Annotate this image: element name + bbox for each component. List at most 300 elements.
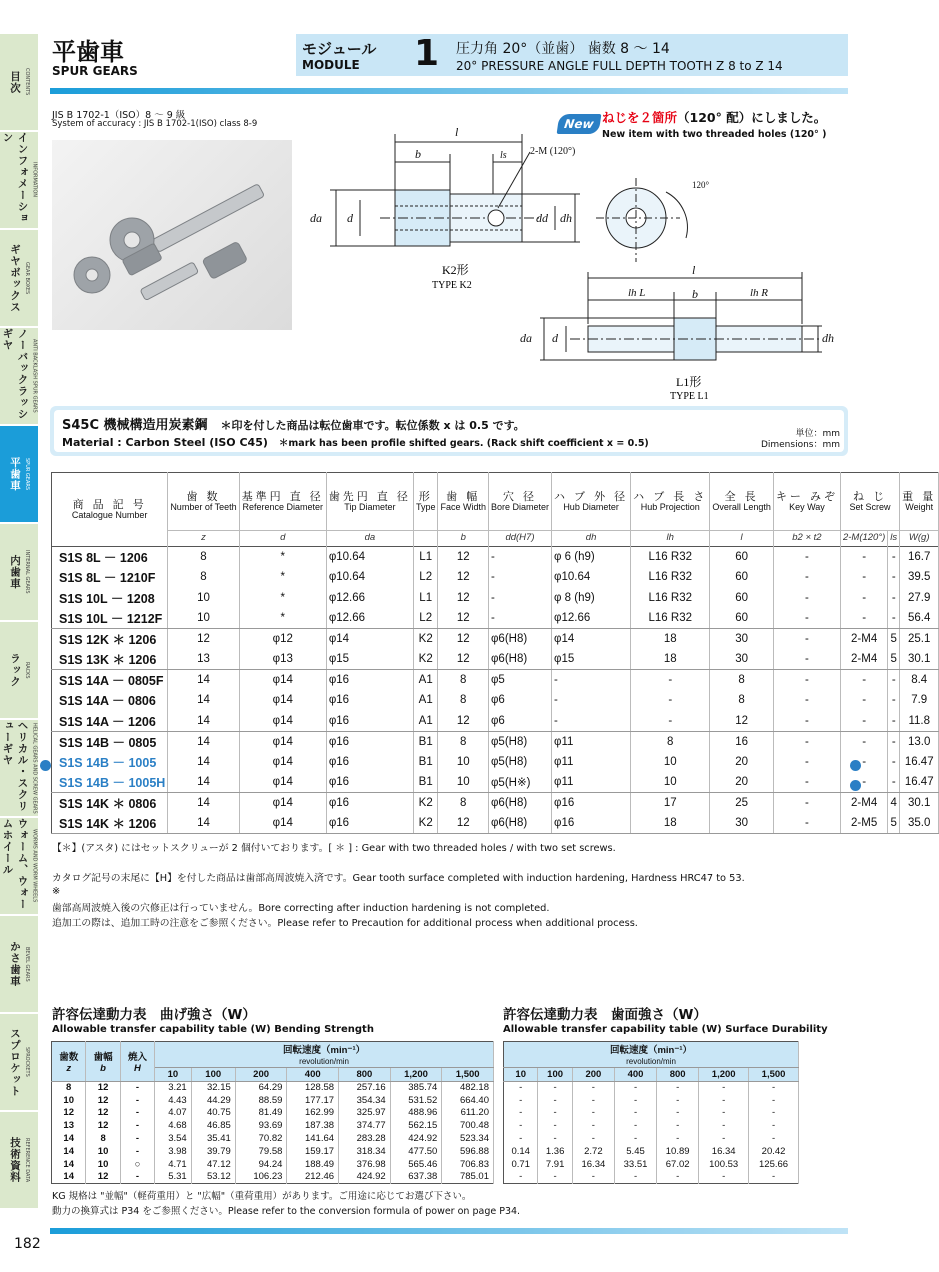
table-row	[52, 772, 939, 793]
table-cell: φ16	[326, 690, 413, 711]
table-cell: 318.34	[339, 1145, 391, 1158]
l1-label-da: da	[520, 331, 532, 345]
surface-title: 許容伝達動力表 歯面強さ（W）	[503, 1007, 707, 1023]
table-cell: 13.0	[900, 731, 939, 752]
table-cell: -	[888, 588, 900, 609]
table-row	[52, 711, 939, 732]
table-cell: -	[572, 1094, 614, 1107]
k2-label-dh: dh	[560, 211, 572, 225]
table-cell: 64.29	[235, 1082, 287, 1095]
bottom-note-2: 動力の換算式は P34 をご参照ください。Please refer to the conversion formula of power on page P34.	[52, 1206, 521, 1217]
table-row	[52, 608, 939, 629]
table-cell: φ5(H※)	[488, 772, 551, 793]
catalogue-number: S1S 10L － 1212F	[52, 608, 168, 629]
table-cell: 18	[631, 629, 710, 650]
table-row	[504, 1094, 799, 1107]
table-cell: -	[888, 752, 900, 773]
table-cell: -	[840, 731, 887, 752]
table-row	[52, 1145, 494, 1158]
side-tab-label-en: INTERNAL GEARS	[24, 550, 30, 594]
col-label: 商 品 記 号	[72, 498, 147, 511]
table-row	[52, 813, 939, 834]
table-cell: -	[552, 690, 631, 711]
col-label-en: Hub Diameter	[563, 501, 619, 512]
table-cell: -	[572, 1120, 614, 1133]
side-tabs	[0, 34, 38, 1210]
speed-header: 1,500	[749, 1068, 799, 1082]
new-item-note-en: New item with two threaded holes (120° )	[602, 129, 827, 140]
table-cell: 16.47	[900, 772, 939, 793]
table-cell: 14	[168, 752, 239, 773]
table-cell: φ12.66	[326, 588, 413, 609]
col-label: 全 長	[724, 490, 759, 503]
side-tab-8[interactable]	[0, 818, 38, 916]
col-header-8	[710, 473, 774, 531]
l1-label-lhr: lh R	[750, 287, 769, 299]
page-title: 平歯車	[52, 38, 124, 66]
table-cell: -	[888, 731, 900, 752]
table-cell: 482.18	[442, 1082, 494, 1095]
table-cell: φ16	[326, 813, 413, 834]
table-cell: L16 R32	[631, 588, 710, 609]
catalogue-number: S1S 12K ＊ 1206	[52, 629, 168, 650]
table-cell: -	[840, 711, 887, 732]
gears-photo-illustration	[52, 140, 292, 330]
table-cell: 141.64	[287, 1133, 339, 1146]
table-cell: -	[699, 1133, 749, 1146]
table-cell: L16 R32	[631, 567, 710, 588]
table-cell: 162.99	[287, 1107, 339, 1120]
table-cell: -	[699, 1120, 749, 1133]
side-tab-3[interactable]	[0, 328, 38, 426]
table-cell: K2	[413, 793, 438, 814]
table-cell: 81.49	[235, 1107, 287, 1120]
l1-type-jp: L1形	[676, 375, 702, 389]
table-cell: 12	[438, 547, 489, 568]
table-cell: -	[120, 1107, 154, 1120]
col-label: 穴 径	[502, 490, 538, 503]
speed-header: 100	[191, 1068, 235, 1082]
col-header-2	[326, 473, 413, 531]
speed-header: 800	[657, 1068, 699, 1082]
table-cell: -	[120, 1133, 154, 1146]
col-symbol: b2 × t2	[773, 531, 840, 547]
speed-header: 400	[614, 1068, 656, 1082]
table-cell: φ5(H8)	[488, 731, 551, 752]
table-cell: -	[631, 670, 710, 691]
side-tab-label-en: BEVEL GEARS	[24, 946, 30, 982]
table-cell: 376.98	[339, 1158, 391, 1171]
side-tab-label: ウォーム、ウォームホイール	[1, 818, 29, 910]
col-label-en: Weight	[905, 501, 934, 512]
table-cell: -	[773, 567, 840, 588]
table-cell: φ6(H8)	[488, 793, 551, 814]
table-cell: 5.45	[614, 1145, 656, 1158]
side-tab-7[interactable]	[0, 720, 38, 818]
side-tab-label: 目次	[9, 70, 21, 94]
note-3: ※	[52, 886, 61, 897]
table-cell: 385.74	[390, 1082, 442, 1095]
table-cell: φ16	[326, 772, 413, 793]
side-tab-5[interactable]	[0, 524, 38, 622]
table-cell: -	[572, 1133, 614, 1146]
table-cell: φ6	[488, 690, 551, 711]
table-cell: 67.02	[657, 1158, 699, 1171]
module-number: 1	[414, 33, 440, 74]
side-tab-label-en: ANTI BACKLASH SPUR GEARS	[31, 339, 38, 413]
module-label-en: MODULE	[302, 58, 360, 72]
l1-diagram	[510, 264, 850, 404]
col-catalogue	[52, 473, 168, 547]
col-label-en: Bore Diameter	[490, 501, 549, 512]
side-tab-label: 平歯車	[9, 456, 21, 492]
table-cell: 16	[710, 731, 774, 752]
catalogue-number: S1S 10L － 1208	[52, 588, 168, 609]
table-cell: -	[749, 1171, 799, 1184]
col-symbol	[413, 531, 438, 547]
new-badge: New	[557, 114, 602, 134]
bending-h-speed: 回転速度（min⁻¹） revolution/min	[155, 1042, 494, 1068]
side-tab-0[interactable]	[0, 34, 38, 132]
side-tab-1[interactable]	[0, 132, 38, 230]
l1-label-l: l	[692, 263, 696, 277]
col-symbol: W(g)	[900, 531, 939, 547]
table-cell: 596.88	[442, 1145, 494, 1158]
speed-header: 200	[572, 1068, 614, 1082]
table-cell: *	[239, 547, 326, 568]
table-cell: 25	[710, 793, 774, 814]
table-cell: 39.5	[900, 567, 939, 588]
table-cell: -	[840, 608, 887, 629]
table-cell: -	[538, 1171, 572, 1184]
bending-h-teeth: 歯数 z	[52, 1042, 86, 1082]
table-cell: -	[504, 1107, 538, 1120]
table-cell: 10	[168, 608, 239, 629]
table-cell: 565.46	[390, 1158, 442, 1171]
table-cell: -	[120, 1145, 154, 1158]
table-cell: -	[538, 1107, 572, 1120]
table-cell: -	[773, 629, 840, 650]
table-cell: φ16	[552, 793, 631, 814]
table-cell: -	[504, 1133, 538, 1146]
table-cell: -	[631, 711, 710, 732]
table-cell: 8	[631, 731, 710, 752]
table-cell: 12	[438, 608, 489, 629]
table-cell: 12	[86, 1120, 120, 1133]
table-cell: -	[699, 1094, 749, 1107]
table-cell: 14	[168, 731, 239, 752]
side-tab-label-en: GEAR BOXES	[24, 261, 30, 295]
marker-dot-right-2	[850, 780, 861, 791]
side-tab-label-en: CONTENTS	[24, 68, 30, 96]
table-row	[52, 690, 939, 711]
table-cell: φ11	[552, 752, 631, 773]
table-cell: 177.17	[287, 1094, 339, 1107]
table-row	[52, 1171, 494, 1184]
table-cell: -	[888, 711, 900, 732]
side-tab-11[interactable]	[0, 1112, 38, 1210]
table-cell: φ5	[488, 670, 551, 691]
table-cell: 5	[888, 629, 900, 650]
catalogue-number: S1S 8L － 1206	[52, 547, 168, 568]
table-cell: 60	[710, 588, 774, 609]
table-cell: φ13	[239, 649, 326, 670]
table-row	[52, 547, 939, 568]
bending-h-face: 歯幅 b	[86, 1042, 120, 1082]
table-cell: φ16	[326, 793, 413, 814]
table-cell: 53.12	[191, 1171, 235, 1184]
k2-type-en: TYPE K2	[432, 280, 472, 291]
k2-label-d: d	[347, 211, 353, 225]
table-cell: 424.92	[390, 1133, 442, 1146]
table-row	[52, 588, 939, 609]
table-cell: 488.96	[390, 1107, 442, 1120]
table-cell: -	[538, 1094, 572, 1107]
table-cell: 283.28	[339, 1133, 391, 1146]
table-cell: B1	[413, 752, 438, 773]
table-cell: 94.24	[235, 1158, 287, 1171]
table-cell: 5	[888, 813, 900, 834]
table-cell: 10	[438, 772, 489, 793]
table-cell: B1	[413, 772, 438, 793]
k2-label-2m: 2-M (120°)	[530, 146, 576, 157]
table-cell: 14	[168, 793, 239, 814]
table-cell: -	[504, 1094, 538, 1107]
l1-label-d: d	[552, 331, 558, 345]
side-tab-label-en: INFORMATION	[31, 162, 38, 198]
table-cell: 5.31	[155, 1171, 192, 1184]
table-cell: *	[239, 608, 326, 629]
table-cell: -	[504, 1082, 538, 1095]
table-cell: -	[572, 1082, 614, 1095]
table-cell: φ14	[239, 772, 326, 793]
l1-label-lhl: lh L	[628, 287, 646, 299]
table-cell: φ6(H8)	[488, 629, 551, 650]
table-cell: 424.92	[339, 1171, 391, 1184]
side-tab-label: インフォメーション	[1, 132, 29, 224]
table-cell: 20	[710, 752, 774, 773]
table-cell: -	[749, 1094, 799, 1107]
side-tab-label-en: SPROCKETS	[24, 1047, 30, 1077]
col-header-0	[168, 473, 239, 531]
table-row	[504, 1145, 799, 1158]
table-cell: L1	[413, 588, 438, 609]
side-tab-2[interactable]	[0, 230, 38, 328]
table-cell: 7.9	[900, 690, 939, 711]
table-cell: -	[773, 547, 840, 568]
table-cell: -	[631, 690, 710, 711]
catalogue-number: S1S 13K ＊ 1206	[52, 649, 168, 670]
table-cell: 14	[168, 813, 239, 834]
col-symbol: lh	[631, 531, 710, 547]
table-cell: -	[538, 1082, 572, 1095]
table-cell: -	[120, 1082, 154, 1095]
catalogue-number: S1S 14A － 0806	[52, 690, 168, 711]
table-cell: 7.91	[538, 1158, 572, 1171]
table-cell: φ16	[326, 752, 413, 773]
table-cell: -	[749, 1082, 799, 1095]
table-cell: -	[538, 1120, 572, 1133]
marker-dot-left	[40, 760, 51, 771]
table-cell: 700.48	[442, 1120, 494, 1133]
table-cell: φ14	[239, 670, 326, 691]
table-cell: -	[773, 752, 840, 773]
col-header-3	[413, 473, 438, 531]
col-label-en: Hub Projection	[640, 501, 700, 512]
table-cell: 8	[710, 690, 774, 711]
side-tab-label-en: SPUR GEARS	[24, 457, 30, 490]
table-cell: -	[773, 772, 840, 793]
table-cell: -	[840, 752, 887, 773]
table-cell: -	[572, 1171, 614, 1184]
table-cell: φ5(H8)	[488, 752, 551, 773]
col-header-5	[488, 473, 551, 531]
k2-label-b: b	[415, 147, 421, 161]
table-cell: 8	[86, 1133, 120, 1146]
side-tab-label-en: HELICAL GEARS AND SCREW GEARS	[31, 722, 38, 814]
table-cell: -	[488, 567, 551, 588]
col-symbol: 2-M(120°)	[840, 531, 887, 547]
footer-rule	[50, 1228, 848, 1234]
table-cell: -	[840, 588, 887, 609]
speed-header: 1,500	[442, 1068, 494, 1082]
table-cell: 2-M4	[840, 629, 887, 650]
table-cell: 8	[438, 793, 489, 814]
table-cell: 16.7	[900, 547, 939, 568]
table-cell: K2	[413, 649, 438, 670]
table-cell: 12	[438, 711, 489, 732]
table-cell: 12	[438, 649, 489, 670]
table-cell: -	[572, 1107, 614, 1120]
table-cell: 706.83	[442, 1158, 494, 1171]
table-cell: -	[773, 690, 840, 711]
table-cell: 18	[631, 649, 710, 670]
side-tab-label-en: REFERENCE DATA	[24, 1137, 30, 1183]
table-cell: 93.69	[235, 1120, 287, 1133]
col-label-en: Set Screw	[849, 501, 891, 512]
new-item-note: ねじを２箇所（120° 配）にしました。	[602, 110, 827, 125]
table-cell: 1.36	[538, 1145, 572, 1158]
header-rule	[50, 88, 848, 94]
side-tab-4[interactable]	[0, 426, 38, 524]
table-cell: 12	[438, 813, 489, 834]
table-cell: -	[657, 1107, 699, 1120]
table-cell: 44.29	[191, 1094, 235, 1107]
side-tab-9[interactable]	[0, 916, 38, 1014]
table-cell: *	[239, 567, 326, 588]
table-cell: 11.8	[900, 711, 939, 732]
table-cell: 60	[710, 547, 774, 568]
side-tab-10[interactable]	[0, 1014, 38, 1112]
table-cell: -	[504, 1120, 538, 1133]
table-cell: -	[773, 813, 840, 834]
side-tab-label: ノーバックラッシギヤ	[1, 328, 29, 420]
table-cell: φ16	[326, 711, 413, 732]
col-label: ね じ	[853, 490, 888, 503]
table-cell: -	[657, 1094, 699, 1107]
col-symbol: l	[710, 531, 774, 547]
table-cell: -	[840, 567, 887, 588]
table-cell: 12	[52, 1107, 86, 1120]
side-tab-label: 技術資料	[9, 1137, 21, 1183]
table-cell: -	[552, 711, 631, 732]
table-cell: 128.58	[287, 1082, 339, 1095]
table-cell: 8.4	[900, 670, 939, 691]
col-label-en: Overall Length	[712, 501, 771, 512]
table-cell: φ11	[552, 772, 631, 793]
table-cell: 354.34	[339, 1094, 391, 1107]
table-cell: -	[888, 608, 900, 629]
table-cell: 39.79	[191, 1145, 235, 1158]
col-label: 重 量	[902, 490, 937, 503]
table-cell: 60	[710, 608, 774, 629]
table-cell: -	[773, 711, 840, 732]
table-cell: φ10.64	[326, 567, 413, 588]
col-label-en: Face Width	[440, 501, 486, 512]
k2-label-angle: 120°	[692, 180, 710, 190]
module-label: モジュール	[302, 40, 377, 58]
table-cell: φ15	[552, 649, 631, 670]
side-tab-6[interactable]	[0, 622, 38, 720]
table-cell: 477.50	[390, 1145, 442, 1158]
col-label-en: Catalogue Number	[71, 509, 148, 520]
table-cell: 106.23	[235, 1171, 287, 1184]
page-title-en: SPUR GEARS	[52, 64, 138, 78]
table-cell: -	[699, 1107, 749, 1120]
table-row	[52, 670, 939, 691]
table-row	[52, 1107, 494, 1120]
table-cell: 35.41	[191, 1133, 235, 1146]
table-cell: 8	[438, 731, 489, 752]
col-label-en: Reference Diameter	[242, 501, 324, 512]
catalogue-number: S1S 14B － 1005	[52, 752, 168, 773]
table-cell: φ14	[552, 629, 631, 650]
table-cell: 10.89	[657, 1145, 699, 1158]
table-cell: 14	[168, 670, 239, 691]
table-cell: φ14	[239, 752, 326, 773]
table-cell: -	[552, 670, 631, 691]
side-tab-label: 内歯車	[9, 554, 21, 590]
table-cell: 10	[86, 1145, 120, 1158]
col-header-9	[773, 473, 840, 531]
table-cell: 20.42	[749, 1145, 799, 1158]
table-cell: 664.40	[442, 1094, 494, 1107]
bending-h-hard: 焼入 H	[120, 1042, 154, 1082]
table-cell: -	[504, 1171, 538, 1184]
speed-header: 10	[155, 1068, 192, 1082]
table-cell: L2	[413, 608, 438, 629]
table-cell: 10	[438, 752, 489, 773]
speed-header: 400	[287, 1068, 339, 1082]
table-cell: 4	[888, 793, 900, 814]
table-cell: 40.75	[191, 1107, 235, 1120]
table-cell: 14	[168, 690, 239, 711]
col-symbol: z	[168, 531, 239, 547]
col-label: 形	[418, 490, 433, 503]
table-cell: 30	[710, 649, 774, 670]
table-cell: φ16	[326, 670, 413, 691]
col-symbol: dh	[552, 531, 631, 547]
table-cell: L2	[413, 567, 438, 588]
speed-header: 800	[339, 1068, 391, 1082]
table-cell: 4.71	[155, 1158, 192, 1171]
table-cell: 12	[710, 711, 774, 732]
col-label-en: Number of Teeth	[170, 501, 237, 512]
surface-h-speed: 回転速度（min⁻¹） revolution/min	[504, 1042, 799, 1068]
col-label: 基準円 直 径	[241, 490, 324, 503]
table-row	[52, 731, 939, 752]
k2-label-da: da	[310, 211, 322, 225]
